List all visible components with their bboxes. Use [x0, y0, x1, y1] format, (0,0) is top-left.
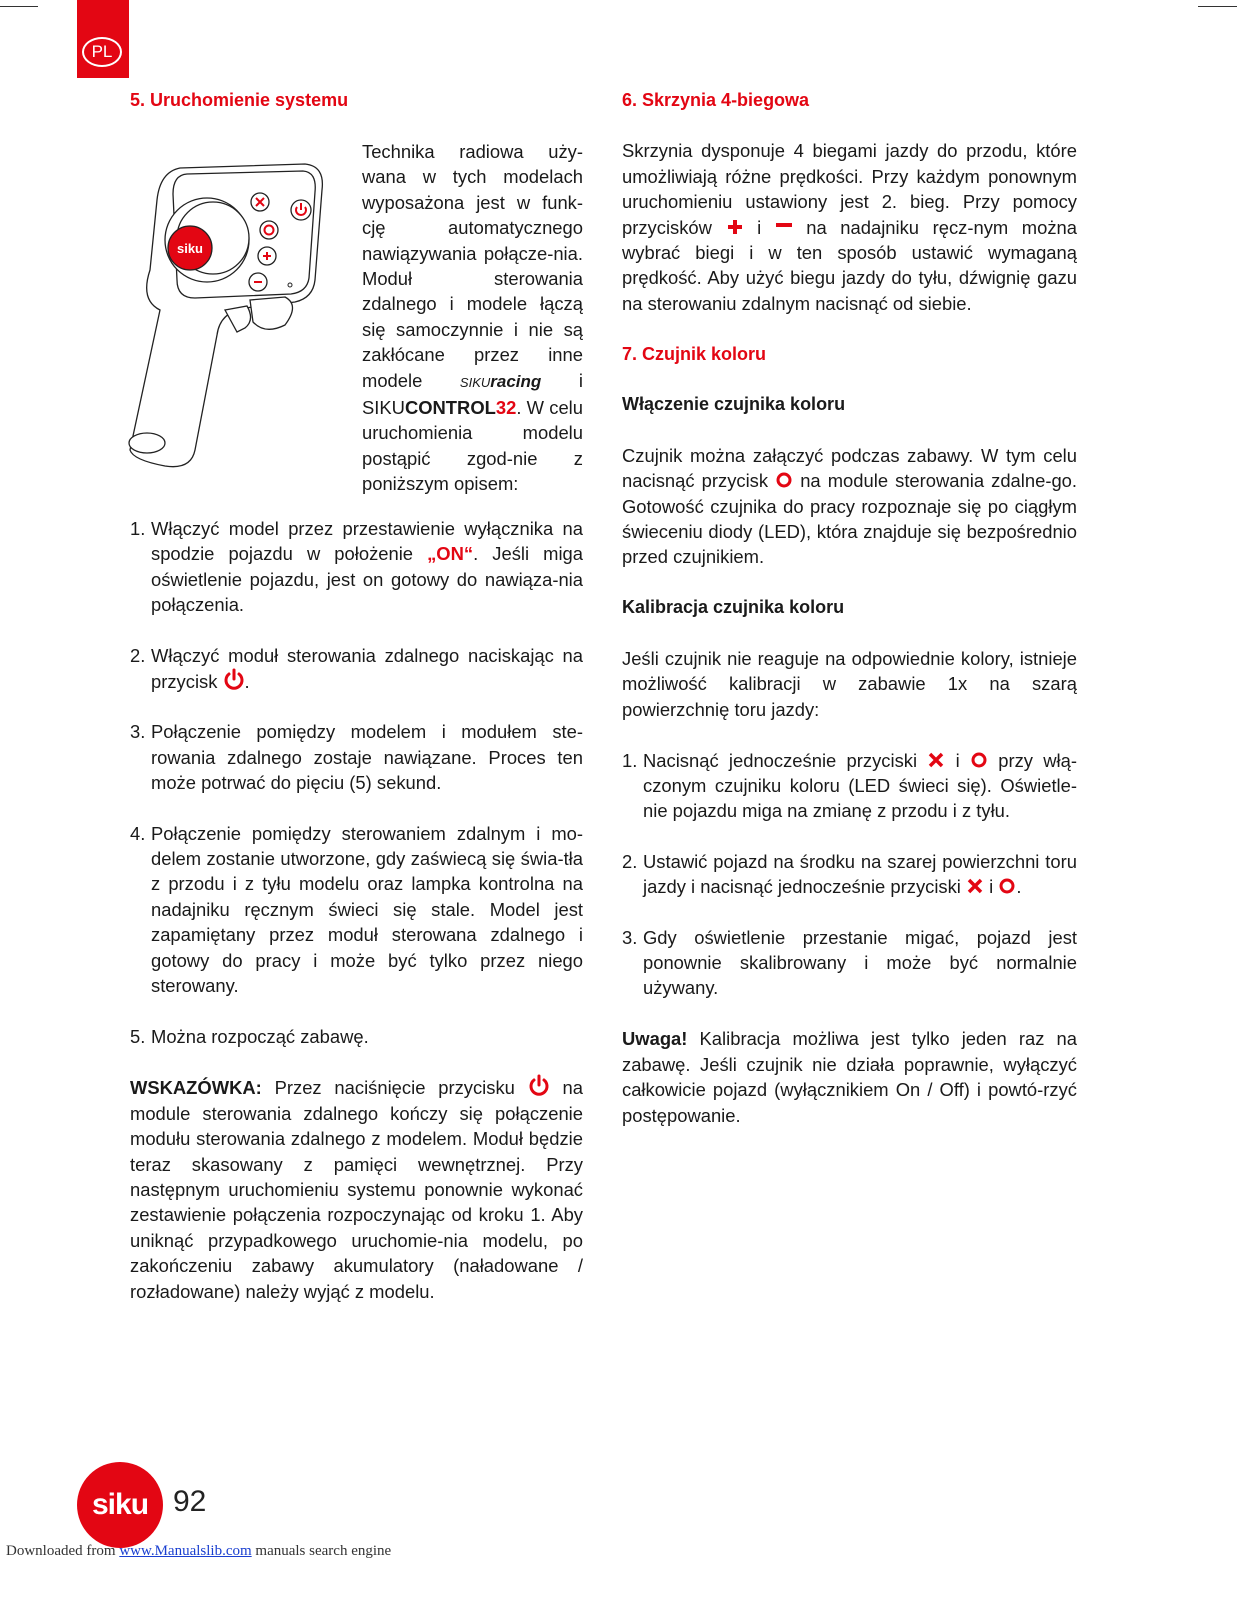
cross-icon	[927, 751, 945, 769]
right-column	[622, 88, 1077, 1128]
siku-control-logo	[362, 397, 516, 418]
step-num: 5.	[130, 1025, 146, 1047]
step-text-b: .	[244, 671, 250, 693]
step-num: 2.	[130, 644, 146, 666]
note-paragraph	[130, 1074, 583, 1304]
intro-text-b: W celu uruchomienia modelu postąpić zgod-nie z poniższym opisem:	[362, 397, 583, 495]
spacer	[622, 570, 1077, 595]
sensor-on-text-b: na module sterowania zdalne-go. Gotowość czujnika do pracy rozpoznaje się po ciągłym świeceniu diody (LED), która znajduje się bezpośrednio przed czujnikiem.	[622, 470, 1078, 568]
spacer	[622, 113, 1077, 138]
spacer	[130, 796, 583, 821]
manualslib-link[interactable]: www.Manualslib.com	[119, 1543, 252, 1559]
footer-tail: manuals search engine	[251, 1543, 392, 1559]
step-text: Ustawić pojazd na środku na szarej powierzchni toru jazdy i nacisnąć jednocześnie przyciski	[643, 850, 1077, 898]
step-num: 1.	[622, 749, 638, 771]
calibration-step-3	[622, 925, 1077, 1001]
circle-o-icon	[998, 877, 1016, 895]
plus-icon	[726, 218, 744, 236]
footer-downloaded: Downloaded from	[6, 1543, 120, 1559]
gear-text-b: na nadajniku ręcz-nym można wybrać biegi i w ten sposób ustawić wymaganą prędkość. Aby użyć biegu jazdy do tyłu, dźwignię gazu na sterowaniu zdalnym nacisnąć od siebie.	[622, 216, 1077, 314]
spacer	[130, 618, 583, 643]
left-steps-block	[130, 516, 583, 1304]
startup-steps	[130, 516, 583, 1049]
step-num: 2.	[622, 850, 638, 872]
sensor-on-paragraph	[622, 443, 1077, 570]
racing-word: racing	[490, 371, 542, 391]
step-num: 4.	[130, 822, 146, 844]
calibration-heading: Kalibracja czujnika koloru	[622, 597, 845, 618]
warning-label: Uwaga!	[622, 1028, 688, 1050]
download-footer	[6, 1543, 391, 1560]
spacer	[622, 316, 1077, 341]
intro-paragraph: Technika radiowa uży-wana w tych modelach wyposażona jest w funk-cję automatycznego nawiązywania połącze-nia. Moduł sterowania zdalnego i modele łączą się samoczynnie i nie są zakłócane przez inne modele SIKUracing i SIKUCONTROL32. W celu uruchomienia modelu postąpić zgod-nie z poniższym opisem:	[362, 141, 583, 495]
step-and: i	[984, 876, 999, 898]
note-text-b: na module sterowania zdalnego kończy się połączenie modułu sterowania zdalnego z modelem. Moduł będzie teraz skasowany z pamięci wewnętrznej. Przy następnym uruchomieniu systemu ponownie wykonać zestawienie połączenia rozpoczynając od kroku 1. Aby uniknąć przypadkowego uruchomie-nia modelu, po zakończeniu zabawy akumulatory (naładowane / rozładowane) należy wyjąć z modelu.	[130, 1077, 583, 1302]
spacer	[130, 999, 583, 1024]
step-text: Włączyć model przez przestawienie wyłącznika na spodzie pojazdu w położenie	[151, 518, 583, 565]
step-text: Połączenie pomiędzy modelem i modułem ste-rowania zdalnego zostaje nawiązane. Proces ten może potrwać do pięciu (5) sekund.	[151, 721, 583, 794]
calibration-step-2	[622, 849, 1077, 900]
siku-logo: siku	[77, 1462, 163, 1548]
spacer	[622, 621, 1077, 646]
svg-text:siku: siku	[176, 241, 204, 256]
step-text: Gdy oświetlenie przestanie migać, pojazd jest ponownie skalibrowany i może być normalnie używany.	[643, 926, 1077, 999]
control-num: 32	[495, 397, 517, 419]
calibration-steps	[622, 748, 1077, 1001]
left-column	[130, 88, 583, 113]
step-num: 3.	[622, 926, 638, 948]
startup-step-5	[130, 1024, 583, 1049]
step-num: 1.	[130, 518, 146, 539]
sensor-on-text-a: Czujnik można załączyć podczas zabawy. W tym celu nacisnąć przycisk	[622, 444, 1077, 492]
spacer	[622, 367, 1077, 392]
step-text: Można rozpocząć zabawę.	[151, 1025, 369, 1047]
gear-and: i	[743, 216, 775, 238]
warning-text: Kalibracja możliwa jest tylko jeden raz na zabawę. Jeśli czujnik nie działa poprawnie, wyłączyć całkowicie pojazd (wyłącznikiem On / Off) i powtó-rzyć postępowanie.	[622, 1028, 1077, 1126]
startup-step-4	[130, 821, 583, 999]
step-text: Połączenie pomiędzy sterowaniem zdalnym i mo-delem zostanie utworzone, gdy zaświecą się świa-tła z przodu i z tyłu modelu oraz lampka kontrolna na nadajniku ręcznym świeci się stale. Model jest zapamiętany przez moduł sterowana zdalnego i gotowy do pracy i może być tylko przez niego sterowany.	[151, 822, 583, 997]
crop-mark-right	[1198, 6, 1237, 7]
startup-step-2	[130, 643, 583, 695]
sensor-on-heading: Włączenie czujnika koloru	[622, 394, 846, 415]
gear-text-a: Skrzynia dysponuje 4 biegami jazdy do przodu, które umożliwiają różne prędkości. Przy każdym ponownym uruchomieniu ustawiony jest 2. bieg. Przy pomocy przycisków	[622, 140, 1077, 238]
language-tab	[77, 0, 129, 78]
circle-o-icon	[775, 471, 793, 489]
startup-step-1	[130, 516, 583, 618]
step-num: 3.	[130, 721, 146, 743]
section-6-heading: 6. Skrzynia 4-biegowa	[622, 90, 810, 110]
gearbox-paragraph	[622, 138, 1077, 316]
power-icon	[528, 1074, 550, 1096]
step-and: i	[945, 749, 970, 771]
note-text-a: Przez naciśnięcie przycisku	[261, 1077, 528, 1099]
control-word: CONTROL	[404, 397, 496, 419]
remote-control-illustration	[125, 160, 350, 480]
calibration-step-1	[622, 748, 1077, 824]
intro-text-a: Technika radiowa uży-wana w tych modelach wyposażona jest w funk-cję automatycznego nawiązywania połącze-nia. Moduł sterowania zdalnego i modele łączą się samoczynnie i nie są zakłócane przez inne modele	[362, 141, 583, 391]
note-label: WSKAZÓWKA:	[130, 1077, 262, 1099]
section-7-heading: 7. Czujnik koloru	[622, 343, 767, 364]
step-text: Włączyć moduł sterowania zdalnego naciskając na przycisk	[151, 644, 583, 693]
circle-o-icon	[970, 751, 988, 769]
calibration-intro: Jeśli czujnik nie reaguje na odpowiednie kolory, istnieje możliwość kalibracji w zabawie 1x na szarą powierzchnię toru jazdy:	[622, 648, 1077, 720]
step-text-b: przy włą-czonym czujniku koloru (LED świeci się). Oświetle-nie pojazdu miga na zmianę z przodu i z tyłu.	[643, 749, 1077, 822]
power-icon	[223, 668, 245, 690]
siku-racing-logo	[460, 372, 541, 391]
spacer	[622, 1001, 1077, 1026]
crop-mark-left	[0, 6, 38, 7]
warning-paragraph	[622, 1026, 1077, 1128]
control-siku: SIKU	[362, 397, 405, 419]
minus-icon	[775, 218, 793, 236]
step-text-b: .	[1016, 876, 1022, 898]
step-text-b: . Jeśli miga oświetlenie pojazdu, jest on gotowy do nawiąza-nia połączenia.	[151, 543, 583, 616]
intro-and: i	[578, 369, 583, 391]
spacer	[130, 1049, 583, 1074]
step-text: Nacisnąć jednocześnie przyciski	[643, 749, 928, 771]
page-number: 92	[173, 1485, 207, 1518]
spacer	[622, 900, 1077, 925]
on-highlight: „ON“	[427, 543, 474, 565]
cross-icon	[966, 877, 984, 895]
startup-step-3	[130, 719, 583, 795]
spacer	[130, 694, 583, 719]
section-5-heading: 5. Uruchomienie systemu	[130, 90, 349, 110]
racing-siku: SIKU	[459, 374, 491, 390]
spacer	[622, 722, 1077, 747]
language-label: PL	[82, 37, 122, 67]
spacer	[622, 824, 1077, 849]
spacer	[622, 417, 1077, 442]
